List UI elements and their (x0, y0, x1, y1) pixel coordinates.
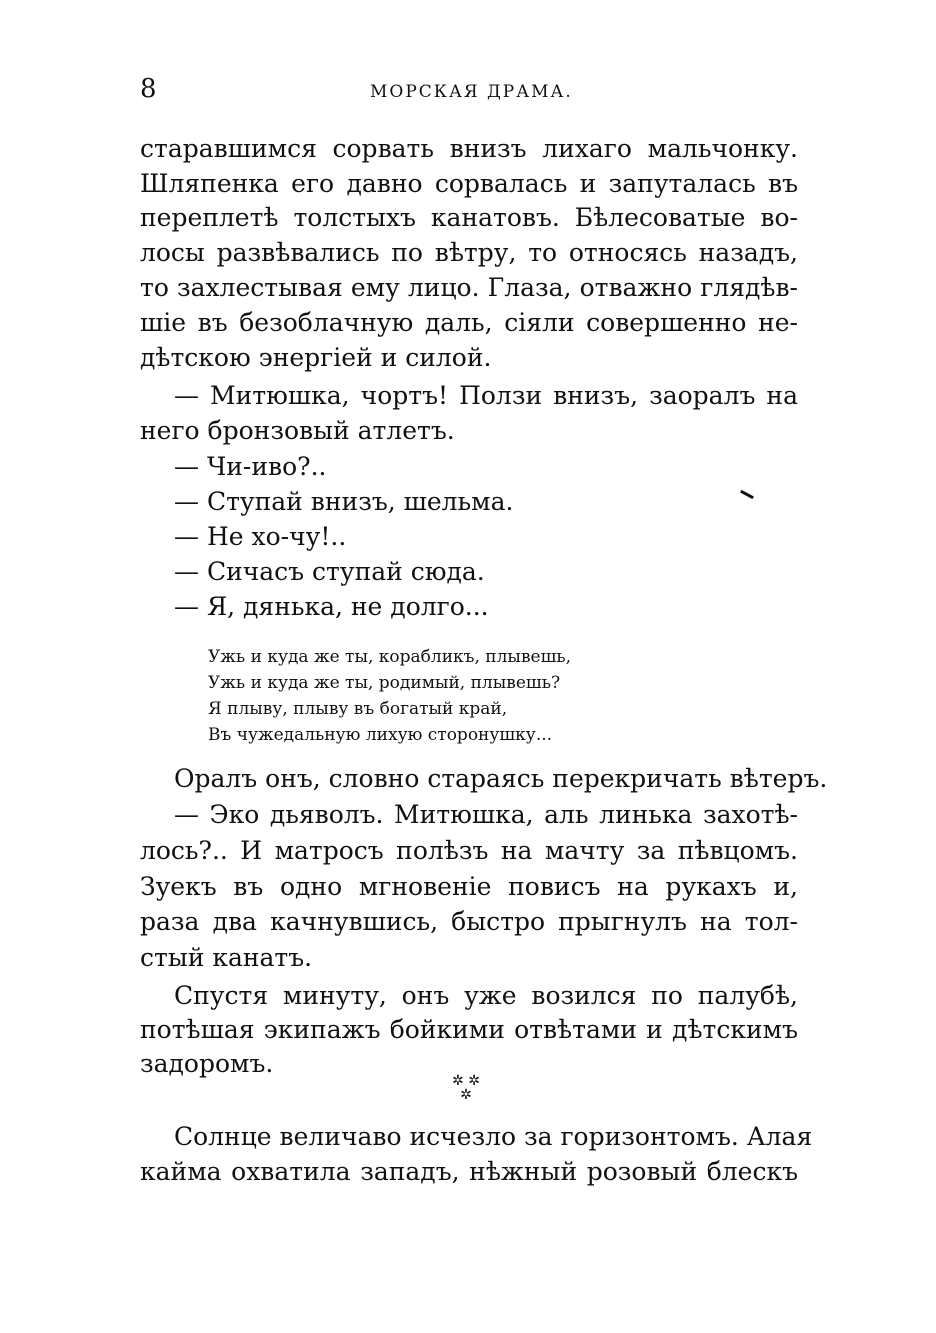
ornament-bottom: ✲ (460, 1087, 472, 1103)
text-line: — Ступай внизъ, шельма. (174, 487, 514, 516)
verse-line: Ужь и куда же ты, родимый, плывешь? (208, 673, 561, 693)
text-line: раза два качнувшись, быстро прыгнулъ на тол- (140, 907, 798, 936)
text-line: потѣшая экипажъ бойкими отвѣтами и дѣтскимъ (140, 1015, 798, 1044)
text-line: Оралъ онъ, словно стараясь перекричать вѣтеръ. (174, 764, 828, 793)
text-line: — Не хо-чу!.. (174, 522, 347, 551)
verse-line: Въ чужедальную лихую сторонушку... (208, 725, 553, 745)
text-line: — Митюшка, чортъ! Ползи внизъ, заоралъ на (174, 381, 798, 410)
text-line: Зуекъ въ одно мгновеніе повисъ на рукахъ и, (140, 872, 798, 901)
text-line: переплетѣ толстыхъ канатовъ. Бѣлесоватые во- (140, 203, 798, 232)
page-number: 8 (140, 74, 157, 104)
text-line: стый канатъ. (140, 943, 313, 972)
text-line: — Сичасъ ступай сюда. (174, 557, 485, 586)
section-ornament (446, 1074, 486, 1102)
text-line: то захлестывая ему лицо. Глаза, отважно глядѣв- (140, 273, 798, 302)
ornament-top: ✲ ✲ (452, 1073, 480, 1089)
text-line: Шляпенка его давно сорвалась и запуталась въ (140, 169, 798, 198)
verse-line: Ужь и куда же ты, корабликъ, плывешь, (208, 647, 572, 667)
text-line: лось?.. И матросъ полѣзъ на мачту за пѣвцомъ. (140, 836, 798, 865)
text-line: Спустя минуту, онъ уже возился по палубѣ, (174, 981, 798, 1010)
text-line: — Чи-иво?.. (174, 452, 327, 481)
text-line: Солнце величаво исчезло за горизонтомъ. Алая (174, 1122, 813, 1151)
text-line: старавшимся сорвать внизъ лихаго мальчонку. (140, 134, 798, 163)
text-line: — Я, дянька, не долго... (174, 592, 489, 621)
text-line: — Эко дьяволъ. Митюшка, аль линька захотѣ- (174, 800, 798, 829)
text-line: него бронзовый атлетъ. (140, 416, 455, 445)
text-line: лосы развѣвались по вѣтру, то относясь назадъ, (140, 238, 798, 267)
text-line: дѣтскою энергіей и силой. (140, 343, 492, 372)
verse-line: Я плыву, плыву въ богатый край, (208, 699, 508, 719)
text-line: кайма охватила западъ, нѣжный розовый блескъ (140, 1157, 798, 1186)
text-line: шіе въ безоблачную даль, сіяли совершенно не- (140, 308, 798, 337)
text-line: задоромъ. (140, 1049, 274, 1078)
running-title: МОРСКАЯ ДРАМА. (370, 82, 573, 102)
